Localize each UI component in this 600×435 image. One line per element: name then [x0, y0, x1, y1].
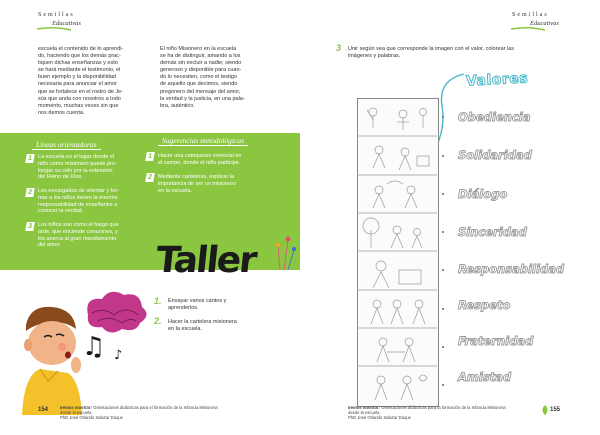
boy-music-illustration — [18, 285, 150, 415]
value-word-3[interactable]: Diálogo — [458, 187, 508, 201]
value-word-7[interactable]: Fraternidad — [458, 334, 534, 348]
taller-item-2: Hacer la cartelera misionera en la escuela. — [168, 319, 237, 332]
lineas-num-1: 1 — [25, 154, 35, 163]
sugerencias-item-1: Hacer una catequesis vivencial en el campo, donde el niño participe. — [158, 153, 242, 166]
value-word-6[interactable]: Respeto — [458, 298, 511, 312]
left-col1-paragraph: escuela el contenido de lo aprendi- do, haciendo que los demás prac- tiquen dichas enseñanzas y esto se hará mediante el testimonio, el buen ejemplo y la disponibilidad necesaria para anunciar el amor que se fortalece en el rostro de Je- sús que anda con nosotros a todo momento, muchas veces sin que nos demos cuenta. — [38, 46, 124, 116]
valores-title: Valores — [465, 70, 529, 90]
sugerencias-title: Sugerencias metodológicas — [158, 136, 248, 146]
right-page-number: 155 — [550, 407, 561, 413]
svg-text:♫: ♫ — [82, 332, 106, 362]
connector-dots — [437, 98, 457, 405]
right-footer: Iremos mostrar: Orientaciones didácticas para la formación de la Infancia Misionera desde la escuela PhD José Orlando Salazar Duque — [348, 405, 506, 421]
strip-drawings — [357, 98, 437, 405]
brand-right-sub: Educativas — [530, 20, 559, 27]
lineas-num-3: 3 — [25, 222, 35, 231]
lineas-title: Líneas orientadoras — [32, 140, 101, 150]
sugerencias-num-1: 1 — [145, 152, 155, 161]
left-page-number: 154 — [38, 407, 49, 413]
brand-right: Semillas — [512, 12, 549, 18]
brand-left-underline — [36, 26, 72, 32]
sugerencias-item-2: Mediante carteleras, explicar la importancia de ser un misionero en la escuela. — [158, 174, 237, 194]
lineas-item-1: La escuela es el lugar donde el niño como misionero puede pro- longar su celo por la extensión del Reino de Dios. — [38, 154, 117, 181]
lineas-item-3: Los niños son como el fuego que arde, que enciende corazones, y los acerca al gran mandamiento del amor. — [38, 222, 119, 249]
lineas-num-2: 2 — [25, 188, 35, 197]
value-word-1[interactable]: Obediencia — [458, 110, 531, 124]
taller-item-1: Ensayar varios cantos y aprenderlos. — [168, 298, 227, 311]
activity-instruction: Unir según vea que corresponde la imagen con el valor, colorear las imágenes y palabras. — [348, 46, 515, 59]
taller-num-1: 1. — [154, 296, 162, 306]
brand-left-sub: Educativas — [52, 20, 81, 27]
left-footer: Iremos mostrar: Orientaciones didácticas para el formación de la Infancia Misionera desde la escuela PhD José Orlando Salazar Duque — [60, 405, 218, 421]
svg-text:♪: ♪ — [114, 348, 123, 363]
lineas-item-2: Los encargados de orientar y for- mar a los niños tienen la enorme responsabilidad de enseñarles a conocer la verdad. — [38, 188, 120, 215]
value-word-5[interactable]: Responsabilidad — [458, 262, 565, 276]
value-word-8[interactable]: Amistad — [458, 370, 512, 384]
brand-right-underline — [510, 26, 546, 32]
flower-decoration-icon — [272, 232, 298, 272]
page-leaf-icon — [540, 404, 550, 416]
taller-title: Taller — [153, 240, 258, 281]
left-col2-paragraph: El niño Misionero en la escuela se ha de distinguir, amando a los demás sin excluir a nadie; siendo generoso y disponible para cuan- do lo necesiten, como el testigo de aquello que decimos, siendo pregonero del mensaje del amor, la verdad y la justicia, en una pala- bra, auténtico. — [160, 46, 245, 109]
brand-left — [38, 12, 75, 18]
value-word-4[interactable]: Sinceridad — [458, 225, 527, 239]
sugerencias-num-2: 2 — [145, 173, 155, 182]
activity-num: 3 — [336, 43, 342, 53]
taller-num-2: 2. — [154, 316, 162, 326]
value-word-2[interactable]: Solidaridad — [458, 148, 532, 162]
brand-left-text: Semillas — [38, 12, 75, 18]
